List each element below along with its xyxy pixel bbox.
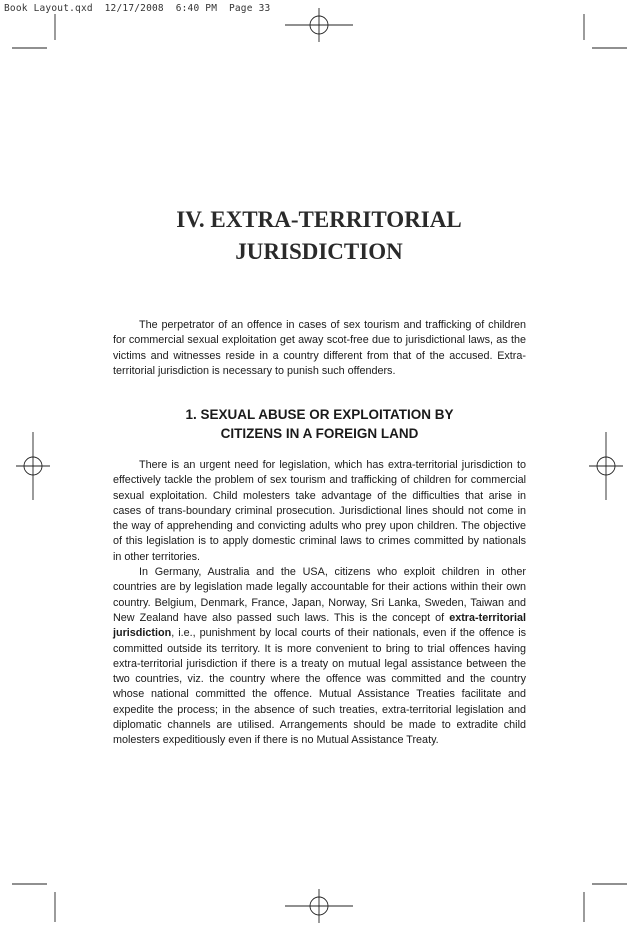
slug-date: 12/17/2008	[104, 3, 164, 14]
slug-page: Page 33	[228, 3, 271, 14]
section-heading	[113, 405, 526, 443]
registration-mark-top	[285, 8, 353, 42]
section-paragraph-2	[113, 565, 526, 749]
chapter-title	[0, 204, 638, 268]
intro-paragraph-block	[113, 318, 526, 379]
section-heading-line1: 1. SEXUAL ABUSE OR EXPLOITATION BY	[185, 407, 454, 422]
chapter-title-line1: IV. EXTRA-TERRITORIAL	[176, 207, 462, 232]
registration-mark-left	[16, 432, 50, 500]
section-heading-line2: CITIZENS IN A FOREIGN LAND	[220, 426, 419, 441]
section-paragraph-1: There is an urgent need for legislation, which has extra-territorial jurisdiction to effectively tackle the problem of sex tourism and trafficking of children for commercial sexual exploitation. Child molesters take advantage of the difficulties that arise in cases of trans-boundary criminal prosecution. Jurisdictional lines should not come in the way of apprehending and convicting adults who prey upon children. The objective of this legislation is to apply domestic criminal laws to crimes committed by nationals in other territories.	[113, 459, 526, 563]
registration-mark-right	[589, 432, 623, 500]
slug-file: Book Layout.qxd	[4, 3, 93, 14]
slug-time: 6:40 PM	[175, 3, 218, 14]
paragraph-2-text-before: In Germany, Australia and the USA, citizens who exploit children in other countries are by legislation made legally accountable for their actions within their own country. Belgium, Denmark, France, Japan, Norway, Sri Lanka, Sweden, Taiwan and New Zealand have also passed such laws. This is the concept of	[113, 566, 526, 624]
registration-mark-bottom	[285, 889, 353, 923]
chapter-title-line2: JURISDICTION	[235, 239, 403, 264]
paragraph-2-text-after: , i.e., punishment by local courts of their nationals, even if the offence is committed outside its territory. It is more convenient to bring to trial offences having extra-territorial jurisdiction if there is a treaty on mutual legal assistance between the two countries, viz. the country where the offence was committed and the country whose national committed the offence. Mutual Assistance Treaties facilitate and expedite the process; in the absence of such treaties, extra-territorial legislation and diplomatic channels are utilised. Arrangements should be made to extradite child molesters expeditiously even if there is no Mutual Assistance Treaty.	[113, 627, 526, 747]
intro-paragraph: The perpetrator of an offence in cases of sex tourism and trafficking of children for commercial sexual exploitation get away scot-free due to jurisdictional laws, as the victims and witnesses reside in a country different from that of the accused. Extra-territorial jurisdiction is necessary to punish such offenders.	[113, 319, 526, 377]
bold-term: extra-territorial jurisdiction	[113, 611, 526, 640]
section-body	[113, 458, 526, 749]
